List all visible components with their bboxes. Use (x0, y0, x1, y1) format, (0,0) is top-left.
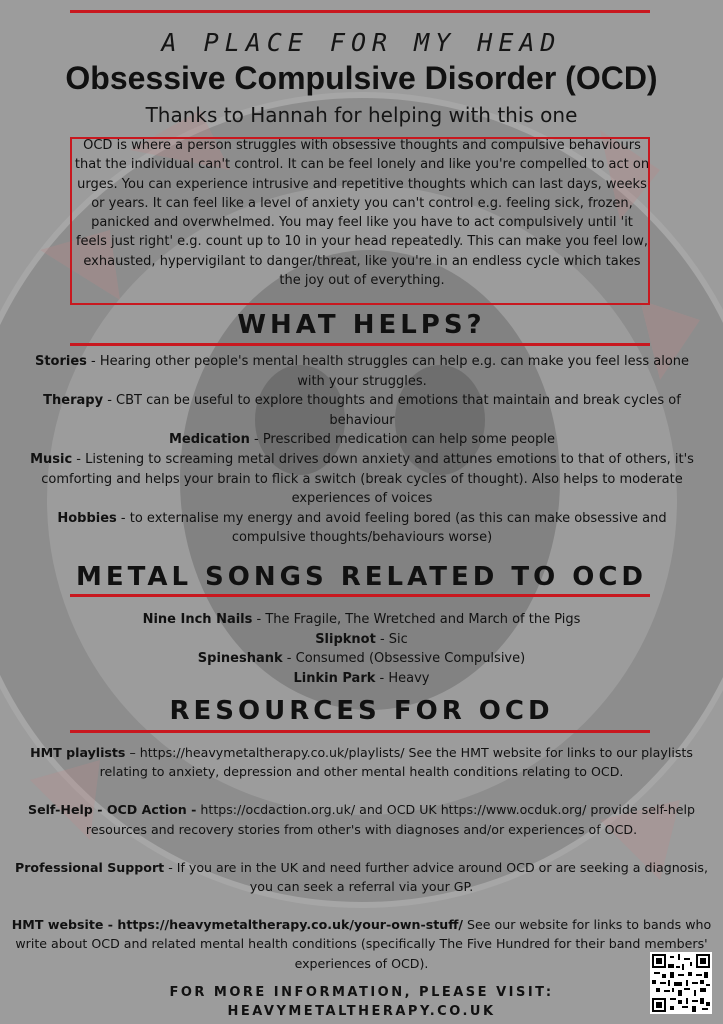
what-helps-heading: WHAT HELPS? (237, 310, 486, 340)
list-item (26, 509, 698, 548)
list-item (4, 800, 719, 838)
help-item-name: Stories (34, 354, 87, 369)
help-item-text: - Listening to screaming metal drives down anxiety and attunes emotions to that of others, it's comforting and helps your brain to flick a switch (break cycles of thought). Also helps to moderate experiences of voices (41, 451, 694, 507)
intro-text: OCD is where a person struggles with obsessive thoughts and compulsive behaviours that the individual can't control. It can be feel lonely and like you're compelled to act on urges. You can experience intrusive and repetitive thoughts which can last days, weeks or years. It can feel like a level of anxiety you can't control e.g. feeling sick, frozen, panicked and overwhelmed. You may feel like you have to act compulsively until 'it feels just right' e.g. count up to 10 in your head repeatedly. This can make you feel low, exhausted, hypervigilant to danger/threat, like you're in an endless cycle which takes the joy out of everything. (74, 138, 650, 289)
help-item-text: - to externalise my energy and avoid feeling bored (as this can make obsessive and compulsive thoughts/behaviours worse) (116, 510, 667, 546)
help-item-text: - CBT can be useful to explore thoughts and emotions that maintain and break cycles of behaviour (103, 393, 681, 428)
list-item (0, 649, 723, 669)
song-titles: - Consumed (Obsessive Compulsive) (282, 651, 526, 666)
page-title: Obsessive Compulsive Disorder (OCD) (65, 60, 658, 96)
list-item (0, 630, 723, 650)
help-item-name: Hobbies (57, 510, 117, 526)
list-item (26, 430, 698, 450)
list-item (4, 915, 719, 973)
band-name: Spineshank (197, 651, 283, 666)
list-item (4, 743, 719, 781)
list-item (26, 352, 698, 391)
metal-songs-list (0, 610, 723, 688)
song-titles: - Sic (375, 631, 408, 647)
footer (0, 983, 723, 1021)
thanks-subtitle: Thanks to Hannah for helping with this one (145, 103, 578, 127)
footer-website: HEAVYMETALTHERAPY.CO.UK (227, 1004, 496, 1019)
resource-label: HMT website - https://heavymetaltherapy.co.uk/your-own-stuff/ (11, 917, 464, 933)
song-titles: - Heavy (375, 670, 430, 686)
list-item (4, 858, 719, 896)
resources-divider (70, 730, 650, 733)
qr-code-icon (650, 952, 712, 1014)
help-item-name: Therapy (43, 393, 104, 409)
resource-label: Professional Support (14, 859, 165, 875)
what-helps-divider (70, 343, 650, 346)
top-divider (70, 10, 650, 13)
resource-text: See our website for links to bands who write about OCD and related mental health conditions (specifically The Five Hundred for their band members' experiences of OCD). (15, 917, 712, 971)
band-name: Linkin Park (293, 670, 376, 686)
resource-text: - If you are in the UK and need further advice around OCD or are seeking a diagnosis, you can seek a referral via your GP. (164, 859, 708, 895)
resource-text: – https://heavymetaltherapy.co.uk/playlists/ See the HMT website for links to our playlists relating to anxiety, depression and other mental health conditions relating to OCD. (99, 745, 693, 780)
help-item-text: - Prescribed medication can help some people (249, 432, 555, 448)
what-helps-list (26, 352, 698, 548)
resources-heading: RESOURCES FOR OCD (169, 696, 554, 726)
resource-label: HMT playlists (30, 745, 126, 760)
list-item (0, 610, 723, 630)
help-item-text: - Hearing other people's mental health struggles can help e.g. can make you feel less alone with your struggles. (86, 354, 690, 389)
list-item (0, 669, 723, 689)
list-item (26, 391, 698, 430)
song-titles: - The Fragile, The Wretched and March of the Pigs (252, 612, 581, 627)
help-item-name: Medication (169, 432, 250, 448)
resource-text: https://ocdaction.org.uk/ and OCD UK https://www.ocduk.org/ provide self-help resources and recovery stories from other's with diagnoses and/or experiences of OCD. (85, 802, 695, 837)
list-item (26, 450, 698, 509)
tagline: A PLACE FOR MY HEAD (161, 28, 562, 57)
metal-songs-divider (70, 594, 650, 597)
band-name: Slipknot (315, 631, 376, 647)
help-item-name: Music (30, 451, 73, 467)
footer-line-1: FOR MORE INFORMATION, PLEASE VISIT: (169, 985, 554, 1000)
resource-label: Self-Help - OCD Action - (28, 802, 197, 818)
band-name: Nine Inch Nails (142, 612, 253, 627)
metal-songs-heading: METAL SONGS RELATED TO OCD (75, 562, 648, 592)
resources-list (4, 743, 719, 992)
